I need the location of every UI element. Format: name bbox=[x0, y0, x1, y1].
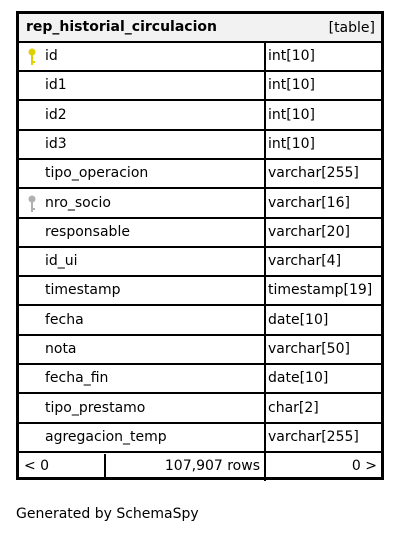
column-type: timestamp[19] bbox=[268, 282, 373, 299]
parent-count[interactable]: < 0 bbox=[24, 458, 50, 474]
column-type: int[10] bbox=[268, 48, 315, 64]
column-name: nota bbox=[45, 341, 77, 357]
table-type-label: [table] bbox=[328, 20, 375, 36]
column-type: varchar[255] bbox=[268, 165, 359, 182]
column-type: date[10] bbox=[268, 370, 329, 387]
column-name: agregacion_temp bbox=[45, 428, 167, 445]
column-name: id3 bbox=[45, 135, 67, 152]
row-count: 107,907 rows bbox=[164, 458, 260, 474]
child-count[interactable]: 0 > bbox=[351, 458, 377, 474]
column-type: date[10] bbox=[268, 311, 329, 328]
column-name: timestamp bbox=[45, 282, 121, 299]
column-name: fecha_fin bbox=[45, 370, 109, 387]
primary-key-icon bbox=[27, 48, 37, 66]
column-row[interactable] bbox=[19, 395, 381, 424]
column-type: varchar[50] bbox=[268, 341, 350, 357]
column-row[interactable] bbox=[19, 160, 381, 189]
column-name: id bbox=[45, 48, 58, 64]
column-name: tipo_operacion bbox=[45, 165, 149, 182]
column-row[interactable] bbox=[19, 277, 381, 306]
column-name: id_ui bbox=[45, 253, 78, 270]
table-node[interactable] bbox=[16, 11, 384, 480]
column-name: nro_socio bbox=[45, 194, 111, 211]
column-name: tipo_prestamo bbox=[45, 399, 146, 416]
column-type: varchar[20] bbox=[268, 223, 350, 240]
column-row[interactable] bbox=[19, 424, 381, 453]
column-type: varchar[4] bbox=[268, 253, 342, 270]
column-type: int[10] bbox=[268, 135, 315, 152]
column-row[interactable] bbox=[19, 336, 381, 365]
column-row[interactable] bbox=[19, 365, 381, 394]
column-row[interactable] bbox=[19, 248, 381, 277]
column-name: responsable bbox=[45, 223, 130, 240]
column-type: int[10] bbox=[268, 106, 315, 123]
column-row[interactable] bbox=[19, 307, 381, 336]
column-type: char[2] bbox=[268, 399, 319, 416]
column-row[interactable] bbox=[19, 102, 381, 131]
column-row[interactable] bbox=[19, 43, 381, 72]
column-divider bbox=[264, 43, 266, 481]
column-row[interactable] bbox=[19, 72, 381, 101]
column-type: varchar[255] bbox=[268, 428, 359, 445]
table-name: rep_historial_circulacion bbox=[26, 19, 217, 35]
column-row[interactable] bbox=[19, 219, 381, 248]
column-type: varchar[16] bbox=[268, 194, 350, 211]
column-name: fecha bbox=[45, 311, 84, 328]
column-row[interactable] bbox=[19, 190, 381, 219]
column-type: int[10] bbox=[268, 77, 315, 94]
column-name: id1 bbox=[45, 77, 67, 94]
generated-by-label: Generated by SchemaSpy bbox=[16, 506, 199, 522]
index-key-icon bbox=[27, 195, 37, 213]
table-header bbox=[19, 14, 381, 43]
table-footer bbox=[19, 454, 381, 480]
column-name: id2 bbox=[45, 106, 67, 123]
column-row[interactable] bbox=[19, 131, 381, 160]
